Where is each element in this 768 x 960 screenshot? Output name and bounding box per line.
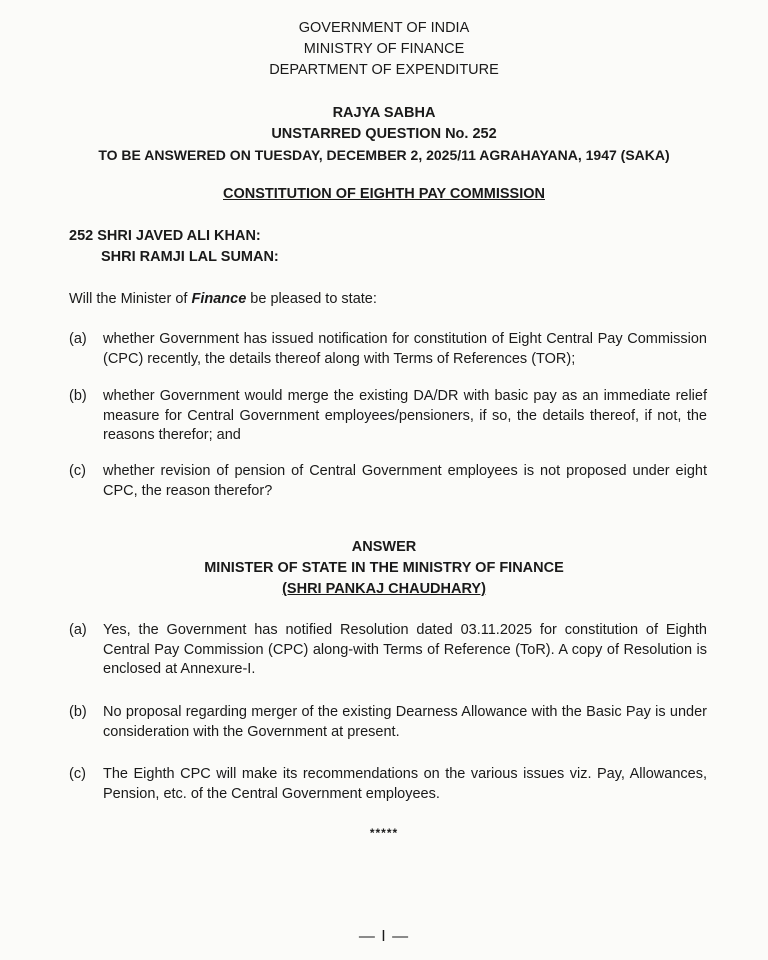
answer-text: Yes, the Government has notified Resolution dated 03.11.2025 for constitution of Eighth Central Pay Commission (CPC) along-with Terms of Reference (ToR). A copy of Resolution is enclosed at Annexure-I.	[103, 622, 707, 677]
answer-heading: ANSWER	[351, 539, 417, 555]
intro-ministry: Finance	[191, 291, 247, 307]
question-intro	[69, 290, 377, 310]
answer-text: The Eighth CPC will make its recommendations on the various issues viz. Pay, Allowances, Pension, etc. of the Central Government employees.	[103, 766, 707, 802]
intro-before: Will the Minister of	[69, 291, 192, 307]
question-label: (c)	[69, 463, 86, 479]
end-mark: *****	[369, 826, 399, 840]
question-text: whether Government has issued notification for constitution of Eight Central Pay Commission (CPC) recently, the details thereof along with Terms of References (TOR);	[103, 331, 707, 367]
question-label: (a)	[69, 331, 87, 347]
question-number: UNSTARRED QUESTION No. 252	[271, 126, 497, 142]
page-number: — I —	[358, 928, 410, 945]
answer-label: (b)	[69, 704, 87, 720]
intro-after: be pleased to state:	[246, 291, 377, 307]
answer-text: No proposal regarding merger of the existing Dearness Allowance with the Basic Pay is under consideration with the Government at present.	[103, 704, 707, 740]
answer-label: (c)	[69, 766, 86, 782]
question-label: (b)	[69, 388, 87, 404]
asker-1: 252 SHRI JAVED ALI KHAN:	[69, 228, 261, 244]
house-name: RAJYA SABHA	[332, 105, 436, 121]
minister-name: (SHRI PANKAJ CHAUDHARY)	[282, 581, 486, 597]
question-text: whether revision of pension of Central Government employees is not proposed under eight CPC, the reason therefor?	[103, 463, 707, 499]
subject-title	[0, 184, 768, 204]
header-department: DEPARTMENT OF EXPENDITURE	[269, 62, 499, 78]
asker-2: SHRI RAMJI LAL SUMAN:	[101, 249, 279, 265]
question-text: whether Government would merge the existing DA/DR with basic pay as an immediate relief measure for Central Government employees/pensioners, if so, the details thereof, if not, the reasons therefor; and	[103, 388, 707, 443]
minister-name-line	[0, 579, 768, 599]
header-ministry: MINISTRY OF FINANCE	[303, 41, 465, 57]
answer-date: TO BE ANSWERED ON TUESDAY, DECEMBER 2, 2025/11 AGRAHAYANA, 1947 (SAKA)	[98, 147, 670, 163]
subject-text: CONSTITUTION OF EIGHTH PAY COMMISSION	[223, 186, 545, 202]
answer-label: (a)	[69, 622, 87, 638]
header-government: GOVERNMENT OF INDIA	[298, 20, 470, 36]
minister-title: MINISTER OF STATE IN THE MINISTRY OF FINANCE	[204, 560, 564, 576]
